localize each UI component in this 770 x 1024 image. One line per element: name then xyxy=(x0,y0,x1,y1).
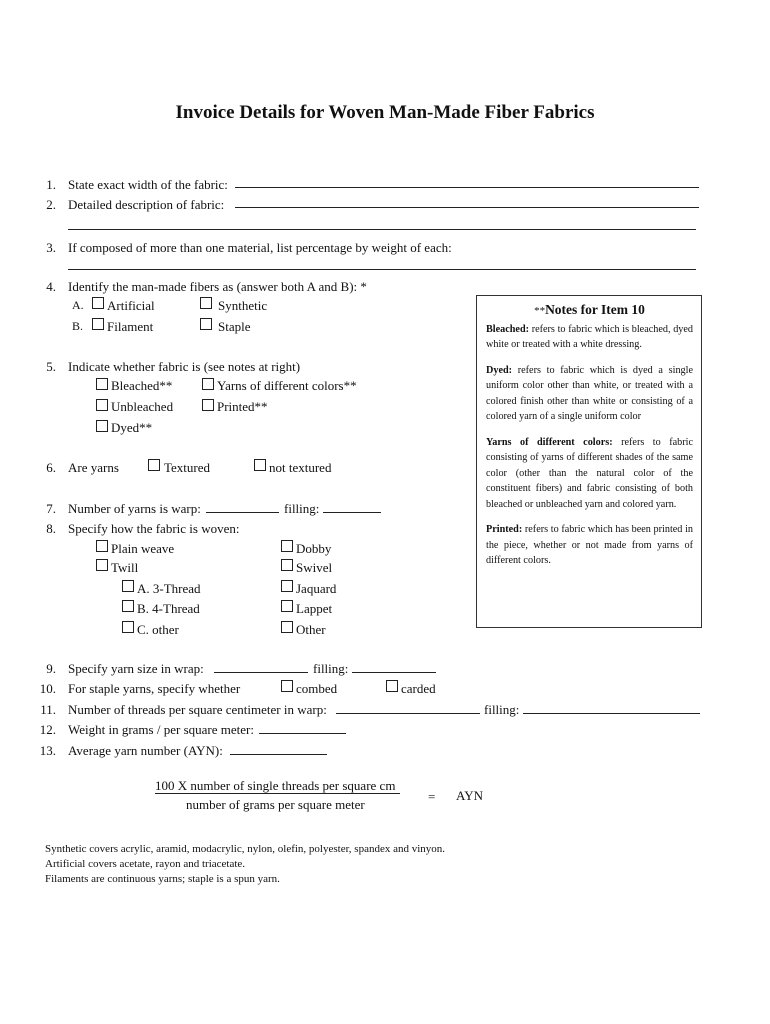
item-number: 4. xyxy=(46,279,56,294)
item-12-label: Weight in grams / per square meter: xyxy=(68,722,254,737)
unbleached-label: Unbleached xyxy=(111,399,174,414)
item-number: 11. xyxy=(40,702,56,717)
yarns-different-colors-label: Yarns of different colors** xyxy=(217,378,357,393)
item-number: 10. xyxy=(39,681,56,696)
carded-checkbox[interactable] xyxy=(386,680,398,692)
weave-other-label: Other xyxy=(296,622,326,637)
warp-yarns-field[interactable] xyxy=(206,512,279,513)
jaquard-checkbox[interactable] xyxy=(281,580,293,592)
carded-label: carded xyxy=(401,681,436,696)
item-2-label: Detailed description of fabric: xyxy=(68,197,225,212)
bleached-label: Bleached** xyxy=(111,378,173,393)
item-number: 2. xyxy=(46,197,56,212)
plain-weave-label: Plain weave xyxy=(111,541,175,556)
filament-checkbox[interactable] xyxy=(92,318,104,330)
item-13-label: Average yarn number (AYN): xyxy=(68,743,223,758)
staple-label: Staple xyxy=(218,319,251,334)
twill-other-label: C. other xyxy=(137,622,179,637)
twill-label: Twill xyxy=(111,560,139,575)
yarns-different-colors-checkbox[interactable] xyxy=(202,378,214,390)
fabric-width-field[interactable] xyxy=(235,187,699,188)
yarn-size-warp-field[interactable] xyxy=(214,672,308,673)
weave-other-checkbox[interactable] xyxy=(281,621,293,633)
footer-filaments-note: Filaments are continuous yarns; staple is a spun yarn. xyxy=(45,873,280,885)
item-number: 1. xyxy=(46,177,56,192)
staple-checkbox[interactable] xyxy=(200,318,212,330)
threads-warp-field[interactable] xyxy=(336,713,480,714)
dobby-checkbox[interactable] xyxy=(281,540,293,552)
formula-denominator: number of grams per square meter xyxy=(186,797,365,812)
equals-sign: = xyxy=(428,789,436,804)
filling-label: filling: xyxy=(284,501,320,516)
artificial-checkbox[interactable] xyxy=(92,297,104,309)
item-6-label: Are yarns xyxy=(68,460,119,475)
fraction-bar xyxy=(155,793,400,794)
item-4-label: Identify the man-made fibers as (answer both A and B): * xyxy=(68,279,367,294)
bleached-checkbox[interactable] xyxy=(96,378,108,390)
item-number: 5. xyxy=(46,359,56,374)
artificial-label: Artificial xyxy=(107,298,155,313)
printed-checkbox[interactable] xyxy=(202,399,214,411)
item-number: 7. xyxy=(46,501,56,516)
item-7-label: Number of yarns is warp: xyxy=(68,501,201,516)
filling-yarns-field[interactable] xyxy=(323,512,381,513)
formula-result: AYN xyxy=(456,788,483,803)
combed-checkbox[interactable] xyxy=(281,680,293,692)
item-number: 9. xyxy=(46,661,56,676)
ayn-field[interactable] xyxy=(230,754,327,755)
note-bleached: Bleached: refers to fabric which is bleached, dyed white or treated with a white dressing. xyxy=(486,323,693,350)
fabric-description-field[interactable] xyxy=(235,207,699,208)
filament-label: Filament xyxy=(107,319,154,334)
footer-artificial-note: Artificial covers acetate, rayon and triacetate. xyxy=(45,858,246,870)
dyed-checkbox[interactable] xyxy=(96,420,108,432)
textured-label: Textured xyxy=(164,460,211,475)
note-printed: Printed: refers to fabric which has been printed in the piece, whether or not made from yarns of different colors. xyxy=(486,524,693,566)
item-number: 13. xyxy=(39,743,56,758)
jaquard-label: Jaquard xyxy=(296,581,337,596)
formula-numerator: 100 X number of single threads per square cm xyxy=(155,778,396,793)
note-yarns-different-colors: Yarns of different colors: refers to fabric consisting of yarns of different shades of the same color (other than the natural color of the constituent fibers) and fabric consisting of both bleached or unbleached yarn and colored yarn. xyxy=(486,436,693,510)
item-1-label: State exact width of the fabric: xyxy=(68,177,228,192)
item-5-label: Indicate whether fabric is (see notes at right) xyxy=(68,359,301,374)
yarn-size-filling-field[interactable] xyxy=(352,672,436,673)
notes-heading: **Notes for Item 10 xyxy=(534,302,645,317)
lappet-label: Lappet xyxy=(296,601,333,616)
four-thread-checkbox[interactable] xyxy=(122,600,134,612)
printed-label: Printed** xyxy=(217,399,268,414)
plain-weave-checkbox[interactable] xyxy=(96,540,108,552)
swivel-checkbox[interactable] xyxy=(281,559,293,571)
four-thread-label: B. 4-Thread xyxy=(137,601,200,616)
item-number: 12. xyxy=(39,722,56,737)
item-number: 6. xyxy=(46,460,56,475)
three-thread-label: A. 3-Thread xyxy=(137,581,201,596)
filling-label: filling: xyxy=(484,702,520,717)
synthetic-checkbox[interactable] xyxy=(200,297,212,309)
item-number: 3. xyxy=(46,240,56,255)
item-3-label: If composed of more than one material, list percentage by weight of each: xyxy=(68,240,452,255)
swivel-label: Swivel xyxy=(296,560,333,575)
not-textured-label: not textured xyxy=(269,460,332,475)
dyed-label: Dyed** xyxy=(111,420,153,435)
fabric-description-field-continued[interactable] xyxy=(68,229,696,230)
textured-checkbox[interactable] xyxy=(148,459,160,471)
threads-filling-field[interactable] xyxy=(523,713,700,714)
weight-field[interactable] xyxy=(259,733,346,734)
twill-other-checkbox[interactable] xyxy=(122,621,134,633)
item-9-label: Specify yarn size in wrap: xyxy=(68,661,204,676)
synthetic-label: Synthetic xyxy=(218,298,268,313)
option-b-label: B. xyxy=(72,319,84,333)
material-percentage-field[interactable] xyxy=(68,269,696,270)
three-thread-checkbox[interactable] xyxy=(122,580,134,592)
twill-checkbox[interactable] xyxy=(96,559,108,571)
filling-label: filling: xyxy=(313,661,349,676)
item-11-label: Number of threads per square centimeter in warp: xyxy=(68,702,327,717)
notes-box xyxy=(476,295,702,628)
not-textured-checkbox[interactable] xyxy=(254,459,266,471)
item-10-label: For staple yarns, specify whether xyxy=(68,681,241,696)
combed-label: combed xyxy=(296,681,338,696)
unbleached-checkbox[interactable] xyxy=(96,399,108,411)
dobby-label: Dobby xyxy=(296,541,332,556)
note-dyed: Dyed: refers to fabric which is dyed a single uniform color other than white, or treated with a colored finish other than white or consisting of a colored yarn of a single uniform color xyxy=(486,364,693,422)
option-a-label: A. xyxy=(72,298,84,312)
item-8-label: Specify how the fabric is woven: xyxy=(68,521,240,536)
lappet-checkbox[interactable] xyxy=(281,600,293,612)
page-title: Invoice Details for Woven Man-Made Fiber Fabrics xyxy=(175,102,595,123)
footer-synthetic-note: Synthetic covers acrylic, aramid, modacrylic, nylon, olefin, polyester, spandex and vinyon. xyxy=(45,843,446,855)
item-number: 8. xyxy=(46,521,56,536)
